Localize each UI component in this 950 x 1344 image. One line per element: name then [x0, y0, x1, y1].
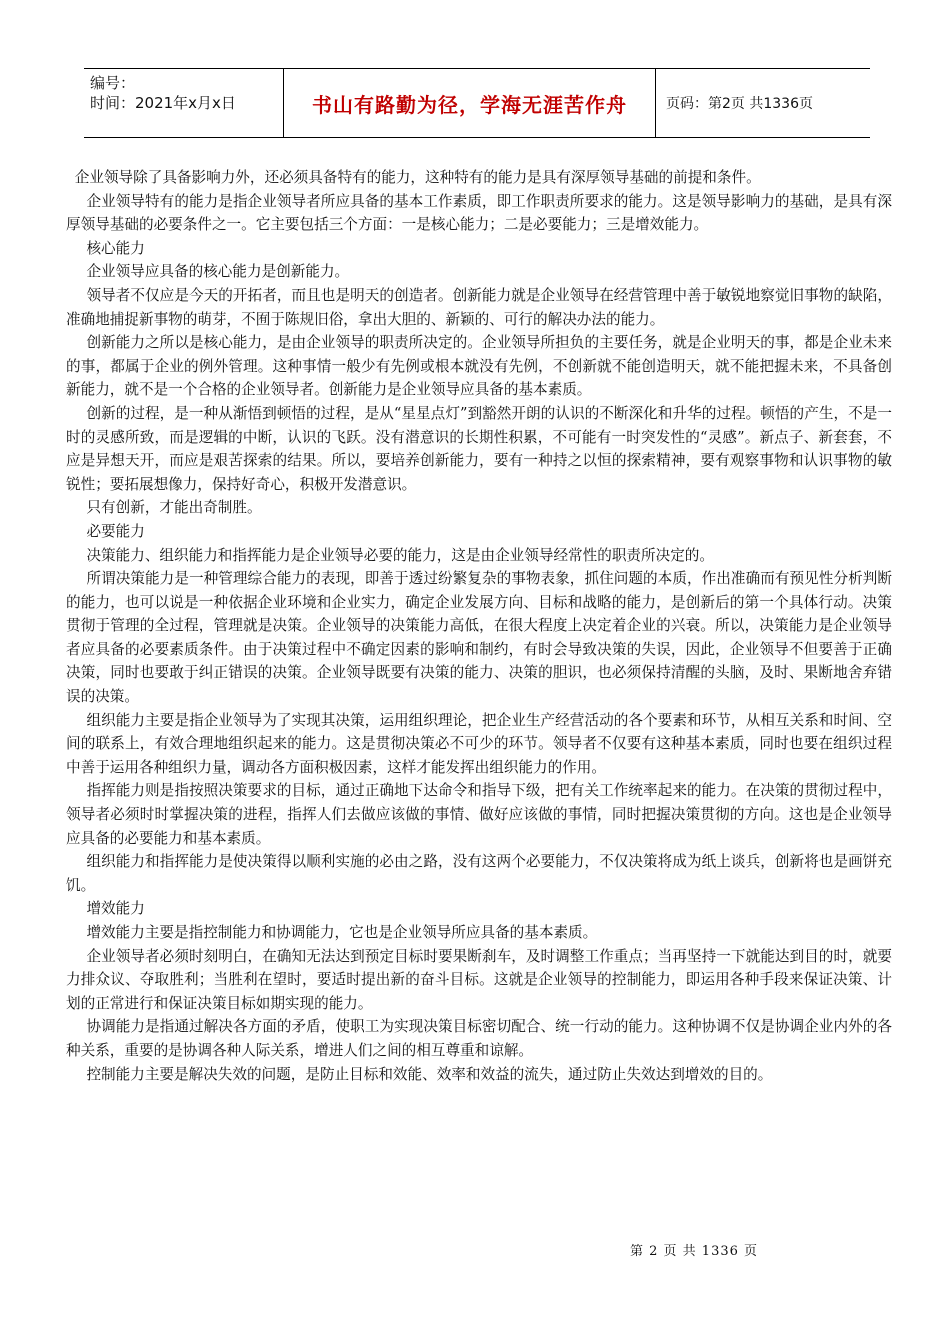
paragraph: 指挥能力则是指按照决策要求的目标，通过正确地下达命令和指导下级，把有关工作统率起来的能力。在决策的贯彻过程中，领导者必须时时掌握决策的进程，指挥人们去做应该做的事情、做好应该做的事情，同时把握决策贯彻的方向。这也是企业领导应具备的必要能力和基本素质。 [66, 782, 892, 847]
section-heading: 必要能力 [86, 522, 145, 540]
number-label: 编号： [90, 74, 136, 92]
document-body [66, 166, 892, 1086]
section-heading: 增效能力 [86, 900, 145, 918]
paragraph: 所谓决策能力是一种管理综合能力的表现，即善于透过纷繁复杂的事物表象，抓住问题的本质，作出准确而有预见性分析判断的能力，也可以说是一种依据企业环境和企业实力，确定企业发展方向、目标和战略的能力，是创新后的第一个具体行动。决策贯彻于管理的全过程，管理就是决策。企业领导的决策能力高低，在很大程度上决定着企业的兴衰。所以，决策能力是企业领导者应具备的必要素质条件。由于决策过程中不确定因素的影响和制约，有时会导致决策的失误，因此，企业领导不但要善于正确决策，同时也要敢于纠正错误的决策。企业领导既要有决策的能力、决策的胆识，也必须保持清醒的头脑，及时、果断地舍弃错误的决策。 [66, 570, 892, 706]
paragraph: 领导者不仅应是今天的开拓者，而且也是明天的创造者。创新能力就是企业领导在经营管理中善于敏锐地察觉旧事物的缺陷，准确地捕捉新事物的萌芽，不囿于陈规旧俗，拿出大胆的、新颖的、可行的解决办法的能力。 [66, 286, 892, 328]
header-page-info [656, 69, 870, 137]
paragraph: 控制能力主要是解决失效的问题，是防止目标和效能、效率和效益的流失，通过防止失效达到增效的目的。 [86, 1065, 773, 1083]
section-heading: 核心能力 [86, 239, 145, 257]
paragraph: 企业领导者必须时刻明白，在确知无法达到预定目标时要果断刹车，及时调整工作重点；当再坚持一下就能达到目的时，就要力排众议、夺取胜利；当胜利在望时，要适时提出新的奋斗目标。这就是企业领导的控制能力，即运用各种手段来保证决策、计划的正常进行和保证决策目标如期实现的能力。 [66, 947, 892, 1012]
paragraph: 增效能力主要是指控制能力和协调能力，它也是企业领导所应具备的基本素质。 [86, 924, 598, 941]
document-header [84, 68, 870, 138]
paragraph: 创新能力之所以是核心能力，是由企业领导的职责所决定的。企业领导所担负的主要任务，就是企业明天的事，都是企业未来的事，都属于企业的例外管理。这种事情一般少有先例或根本就没有先例，不创新就不能创造明天，就不能把握未来，不具备创新能力，就不是一个合格的企业领导者。创新能力是企业领导应具备的基本素质。 [66, 334, 892, 399]
paragraph: 组织能力主要是指企业领导为了实现其决策，运用组织理论，把企业生产经营活动的各个要素和环节，从相互关系和时间、空间的联系上，有效合理地组织起来的能力。这是贯彻决策必不可少的环节。领导者不仅要有这种基本素质，同时也要在组织过程中善于运用各种组织力量，调动各方面积极因素，这样才能发挥出组织能力的作用。 [66, 711, 892, 776]
time-label: 时间：2021年x月x日 [90, 94, 236, 112]
paragraph: 创新的过程，是一种从渐悟到顿悟的过程，是从“星星点灯”到豁然开朗的认识的不断深化和升华的过程。顿悟的产生，不是一时的灵感所致，而是逻辑的中断，认识的飞跃。没有潜意识的长期性积累，不可能有一时突发性的“灵感”。新点子、新套套，不应是异想天开，而应是艰苦探索的结果。所以，要培养创新能力，要有一种持之以恒的探索精神，要有观察事物和认识事物的敏锐性；要拓展想像力，保持好奇心，积极开发潜意识。 [66, 404, 892, 493]
paragraph: 企业领导应具备的核心能力是创新能力。 [86, 263, 350, 281]
paragraph: 企业领导特有的能力是指企业领导者所应具备的基本工作素质，即工作职责所要求的能力。这是领导影响力的基础，是具有深厚领导基础的必要条件之一。它主要包括三个方面：一是核心能力；二是必要能力；三是增效能力。 [66, 192, 892, 234]
paragraph: 协调能力是指通过解决各方面的矛盾，使职工为实现决策目标密切配合、统一行动的能力。这种协调不仅是协调企业内外的各种关系，重要的是协调各种人际关系，增进人们之间的相互尊重和谅解。 [66, 1018, 892, 1059]
page-footer: 第 2 页 共 1336 页 [630, 1244, 759, 1259]
header-meta [84, 69, 284, 137]
paragraph: 企业领导除了具备影响力外，还必须具备特有的能力，这种特有的能力是具有深厚领导基础的前提和条件。 [74, 169, 761, 186]
paragraph: 决策能力、组织能力和指挥能力是企业领导必要的能力，这是由企业领导经常性的职责所决定的。 [86, 546, 714, 564]
motto-text: 书山有路勤为径，学海无涯苦作舟 [312, 92, 627, 117]
page-info-text: 页码：第2页 共1336页 [666, 96, 813, 112]
paragraph: 组织能力和指挥能力是使决策得以顺利实施的必由之路，没有这两个必要能力，不仅决策将成为纸上谈兵，创新将也是画饼充饥。 [66, 853, 892, 894]
header-motto-cell [284, 69, 656, 137]
paragraph: 只有创新，才能出奇制胜。 [86, 499, 262, 517]
